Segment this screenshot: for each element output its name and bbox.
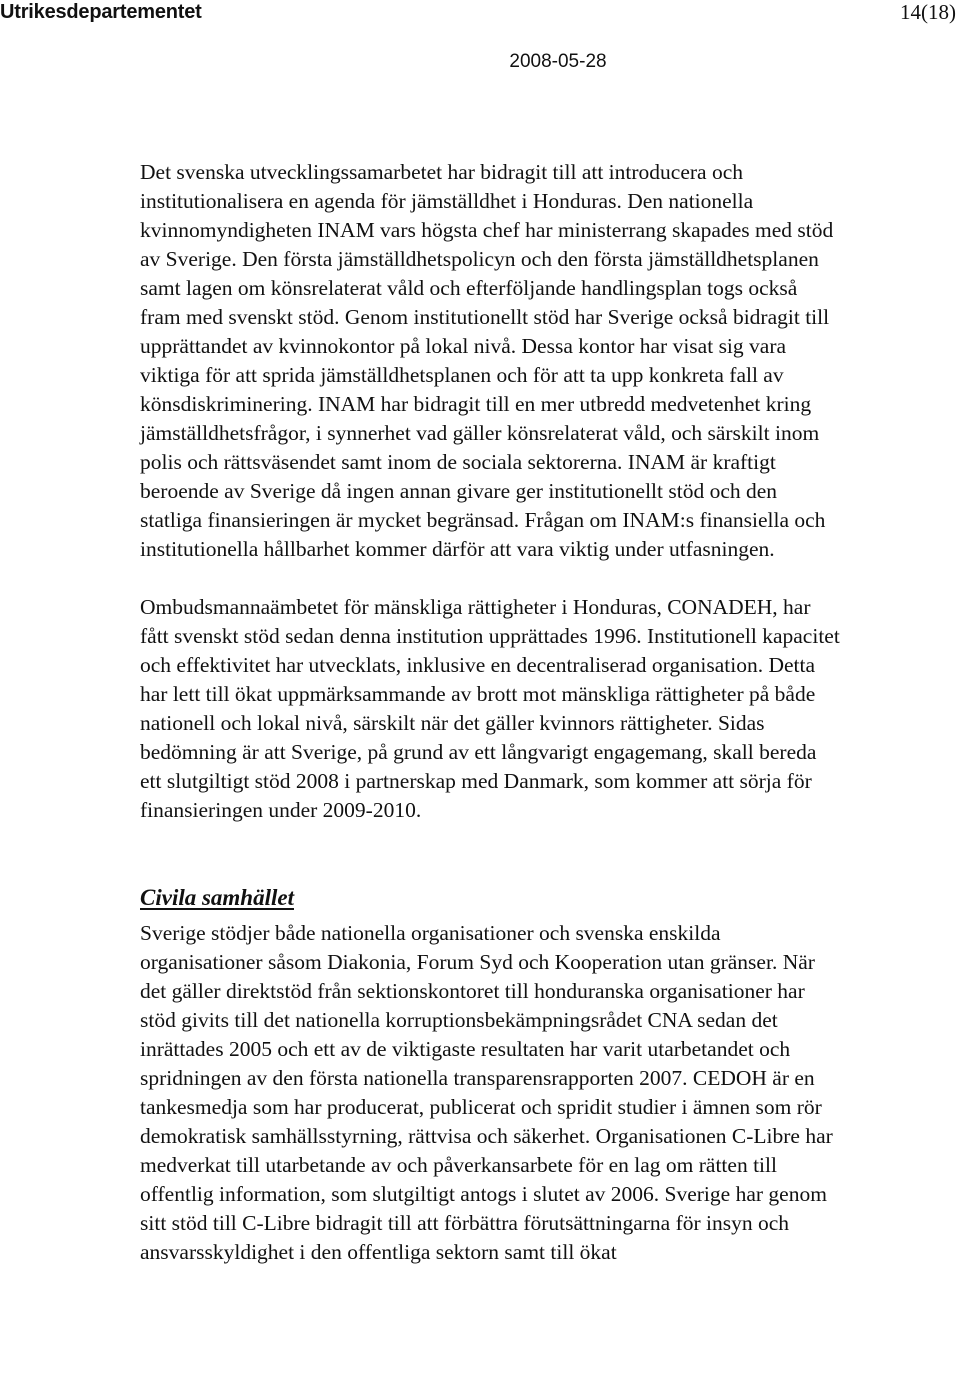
paragraph-ombudsman: Ombudsmannaämbetet för mänskliga rättigheter i Honduras, CONADEH, har fått svenskt stöd sedan denna institution upprättades 1996. Institutionell kapacitet och effektivitet har utvecklats, inklusive en decentraliserad organisation. Detta har lett till ökat uppmärksammande av brott mot mänskliga rättigheter på både nationell och lokal nivå, särskilt när det gäller kvinnors rättigheter. Sidas bedömning är att Sverige, på grund av ett långvarigt engagemang, skall bereda ett slutgiltigt stöd 2008 i partnerskap med Danmark, som kommer att sörja för finansieringen under 2009-2010. [140,595,840,822]
header-date: 2008-05-28 [509,51,607,72]
paragraph-civil-society: Sverige stödjer både nationella organisationer och svenska enskilda organisationer såsom Diakonia, Forum Syd och Kooperation utan gränser. När det gäller direktstöd från sektionskontoret till honduranska organisationer har stöd givits till det nationella korruptionsbekämpningsrådet CNA sedan det inrättades 2005 och ett av de viktigaste resultaten har varit utarbetandet och spridningen av den första nationella transparensrapporten 2007. CEDOH är en tankesmedja som har producerat, publicerat och spridit studier i ämnen som rör demokratisk samhällsstyrning, rättvisa och säkerhet. Organisationen C-Libre har medverkat till utarbetande av och påverkansarbete för en lag om rätten till offentlig information, som slutgiltigt antogs i slutet av 2006. Sverige har genom sitt stöd till C-Libre bidragit till att förbättra förutsättningarna för insyn och ansvarsskyldighet i den offentliga sektorn samt till ökat [140,921,833,1264]
header-agency-name: Utrikesdepartementet [0,1,202,23]
section-heading-civil-society: Civila samhället [140,885,294,910]
header-page-number: 14(18) [900,0,956,24]
paragraph-gender-equality: Det svenska utvecklingssamarbetet har bidragit till att introducera och institutionalisera en agenda för jämställdhet i Honduras. Den nationella kvinnomyndigheten INAM vars högsta chef har ministerrang skapades med stöd av Sverige. Den första jämställdhetspolicyn och den första jämställdhetsplanen samt lagen om könsrelaterat våld och efterföljande handlingsplan togs också fram med svenskt stöd. Genom institutionellt stöd har Sverige också bidragit till upprättandet av kvinnokontor på lokal nivå. Dessa kontor har visat sig vara viktiga för att sprida jämställdhetsplanen och för att ta upp konkreta fall av könsdiskriminering. INAM har bidragit till en mer utbredd medvetenhet kring jämställdhetsfrågor, i synnerhet vad gäller könsrelaterat våld, och särskilt inom polis och rättsväsendet samt inom de sociala sektorerna. INAM är kraftigt beroende av Sverige då ingen annan givare ger institutionellt stöd och den statliga finansieringen är mycket begränsad. Frågan om INAM:s finansiella och institutionella hållbarhet kommer därför att vara viktig under utfasningen. [140,160,834,561]
document-body [140,158,840,1267]
